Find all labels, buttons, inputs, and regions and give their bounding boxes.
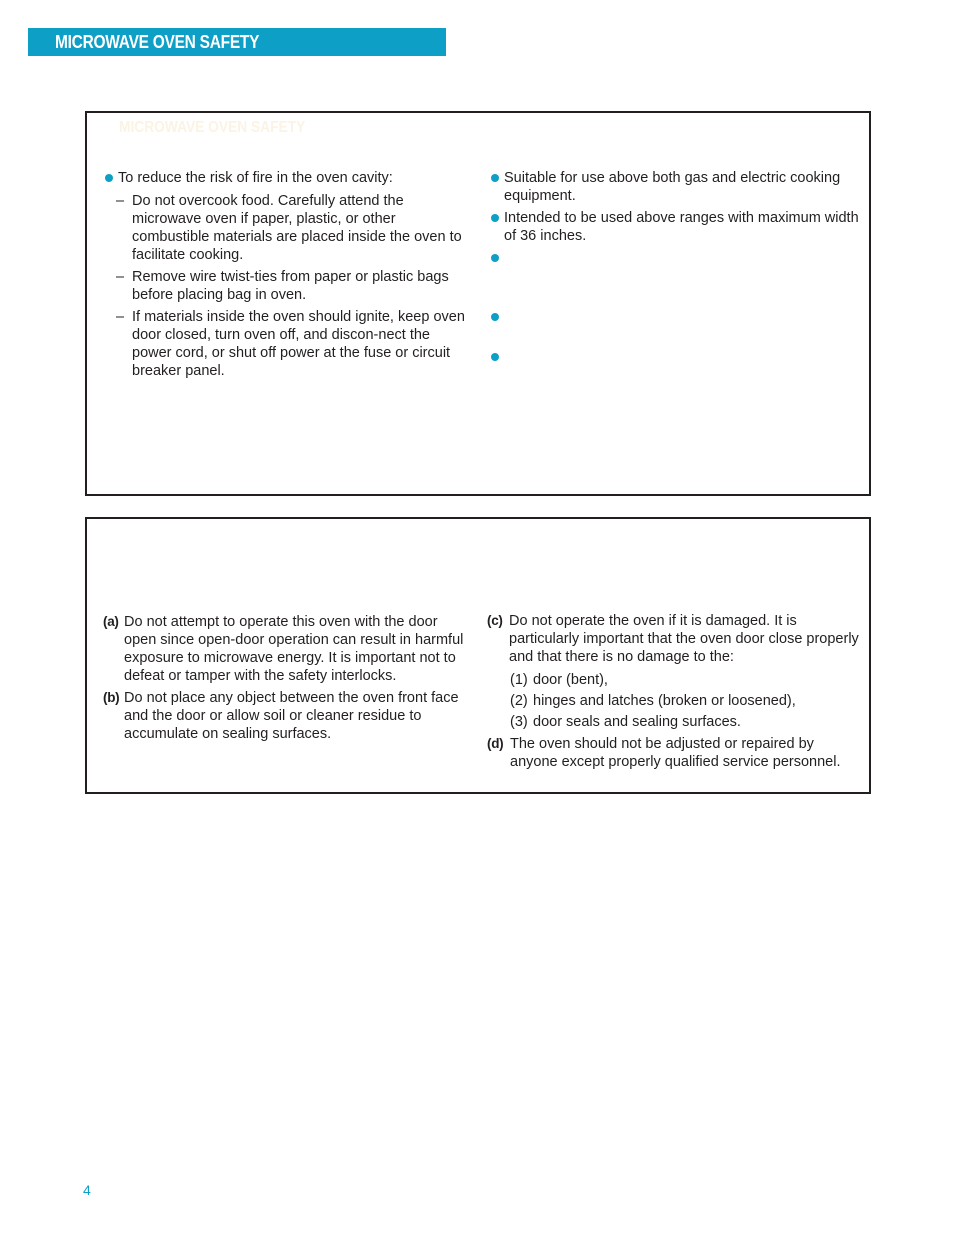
list-item (487, 735, 862, 771)
list-item-text: Do not place any object between the oven front face and the door or allow soil or cleaner residue to accumulate on sealing surfaces. (124, 690, 459, 742)
exposure-left-column (103, 613, 473, 747)
list-item-text: Do not overcook food. Carefully attend the microwave oven if paper, plastic, or other combustible materials are placed inside the oven to facilitate cooking. (132, 193, 462, 263)
list-item-label: (3) (510, 714, 528, 730)
list-item-text: Suitable for use above both gas and electric cooking equipment. (504, 170, 841, 204)
bullet-icon (491, 313, 499, 321)
list-item-text: The oven should not be adjusted or repaired by anyone except properly qualified service personnel. (510, 736, 841, 770)
list-item-text: If materials inside the oven should ignite, keep oven door closed, turn oven off, and discon-nect the power cord, or shut off power at the fuse or circuit breaker panel. (132, 309, 465, 379)
list-item (510, 671, 862, 689)
exposure-right-column (487, 612, 862, 775)
list-item-text: Do not operate the oven if it is damaged. It is particularly important that the oven door close properly and that there is no damage to the: (509, 613, 859, 665)
section-header-title: MICROWAVE OVEN SAFETY (55, 32, 260, 52)
list-item-label: (d) (487, 736, 504, 751)
list-item (510, 713, 862, 731)
dash-icon: – (116, 269, 125, 285)
list-item-text: door seals and sealing surfaces. (533, 714, 741, 730)
list-item-text: Intended to be used above ranges with maximum width of 36 inches. (504, 210, 859, 244)
page-number: 4 (83, 1182, 91, 1198)
list-item-label: (b) (103, 690, 120, 705)
fire-safety-right-column (491, 169, 861, 249)
list-item-label: (a) (103, 614, 119, 629)
list-item (103, 689, 473, 743)
bullet-icon (491, 174, 499, 182)
list-item-label: (1) (510, 672, 528, 688)
fire-safety-box (85, 111, 871, 496)
bullet-icon (491, 254, 499, 262)
list-item-text: door (bent), (533, 672, 608, 688)
list-item (105, 169, 465, 187)
microwave-exposure-box (85, 517, 871, 794)
bullet-icon (491, 353, 499, 361)
list-item (105, 192, 465, 264)
dash-icon: – (116, 193, 125, 209)
bullet-icon (491, 214, 499, 222)
fire-risk-intro: To reduce the risk of fire in the oven cavity: (118, 170, 393, 186)
list-item (105, 268, 465, 304)
list-item (510, 692, 862, 710)
dash-icon: – (116, 309, 125, 325)
fire-safety-left-column (105, 169, 465, 384)
list-item-label: (c) (487, 613, 503, 628)
list-item (491, 209, 861, 245)
list-item (487, 612, 862, 666)
list-item-text: Remove wire twist-ties from paper or plastic bags before placing bag in oven. (132, 269, 449, 303)
list-item-label: (2) (510, 693, 528, 709)
list-item-text: Do not attempt to operate this oven with the door open since open-door operation can result in harmful exposure to microwave energy. It is important not to defeat or tamper with the safety interlocks. (124, 614, 464, 684)
bullet-icon (105, 174, 113, 182)
box-ghost-title: MICROWAVE OVEN SAFETY (119, 119, 306, 136)
list-item-text: hinges and latches (broken or loosened), (533, 693, 796, 709)
section-header-bar (28, 28, 446, 56)
list-item (103, 613, 473, 685)
list-item (491, 169, 861, 205)
damage-list (487, 671, 862, 731)
list-item (105, 308, 465, 380)
